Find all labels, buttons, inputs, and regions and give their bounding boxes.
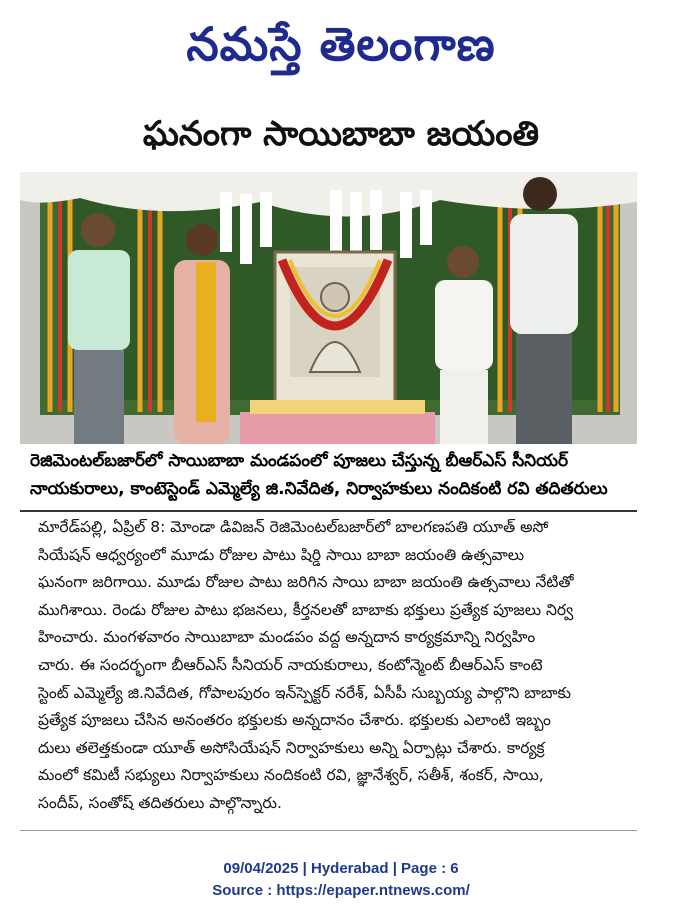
article-line: ఘనంగా జరిగాయి. మూడు రోజుల పాటు జరిగిన సాయి బాబా జయంతి ఉత్సవాలు నేటితో bbox=[38, 573, 574, 592]
article-line: దులు తలెత్తకుండా యూత్ అసోసియేషన్ నిర్వాహకులు అన్ని ఏర్పాట్లు చేశారు. కార్యక్ర bbox=[38, 738, 545, 757]
source-link[interactable]: Source : https://epaper.ntnews.com/ bbox=[212, 882, 470, 899]
article-body bbox=[38, 514, 636, 818]
photo-caption bbox=[20, 447, 637, 503]
article-line: చారు. ఈ సందర్భంగా బీఆర్‌ఎస్ సీనియర్ నాయకురాలు, కంటోన్మెంట్ బీఆర్‌ఎస్ కాంటె bbox=[38, 655, 543, 674]
source-footer bbox=[0, 858, 682, 902]
article-line: ముగిశాయి. రెండు రోజుల పాటు భజనలు, కీర్తనలతో బాబాకు భక్తులు ప్రత్యేక పూజలు నిర్వ bbox=[38, 600, 574, 619]
article-line: స్టెంట్ ఎమ్మెల్యే జి.నివేదిత, గోపాలపురం ఇన్‌స్పెక్టర్ నరేశ్, ఏసీపీ సుబ్బయ్య పాల్గొని బాబాకు bbox=[38, 683, 571, 702]
newspaper-masthead: నమస్తే తెలంగాణ bbox=[186, 17, 496, 71]
caption-divider bbox=[20, 510, 637, 512]
article-line: సియేషన్ ఆధ్వర్యంలో మూడు రోజుల పాటు షిర్డి సాయి బాబా జయంతి ఉత్సవాలు bbox=[38, 545, 525, 564]
caption-line: నాయకురాలు, కాంటెస్టెండ్ ఎమ్మెల్యే జి.నివేదిత, నిర్వాహకులు నందికంటి రవి తదితరులు bbox=[30, 479, 608, 499]
article-line: హించారు. మంగళవారం సాయిబాబా మండపం వద్ద అన్నదాన కార్యక్రమాన్ని నిర్వహిం bbox=[38, 628, 536, 647]
date-edition-page: 09/04/2025 | Hyderabad | Page : 6 bbox=[223, 860, 459, 877]
article-line: సందీప్, సంతోష్ తదితరులు పాల్గొన్నారు. bbox=[38, 793, 282, 812]
article-photo bbox=[20, 172, 637, 444]
footer-divider bbox=[20, 830, 637, 831]
caption-line: రెజిమెంటల్‌బజార్‌లో సాయిబాబా మండపంలో పూజలు చేస్తున్న బీఆర్‌ఎస్ సీనియర్ bbox=[30, 451, 569, 471]
article-line: మంలో కమిటీ సభ్యులు నిర్వాహకులు నందికంటి రవి, జ్ఞానేశ్వర్, సతీశ్, శంకర్, సాయి, bbox=[38, 766, 544, 785]
article-line: ప్రత్యేక పూజలు చేసిన అనంతరం భక్తులకు అన్నదానం చేశారు. భక్తులకు ఎలాంటి ఇబ్బం bbox=[38, 711, 551, 730]
article-line: మారేడ్‌పల్లి, ఏప్రిల్ 8: మోండా డివిజన్ రెజిమెంటల్‌బజార్‌లో బాలగణపతి యూత్ అసో bbox=[38, 518, 549, 536]
article-headline: ఘనంగా సాయిబాబా జయంతి bbox=[142, 114, 540, 154]
